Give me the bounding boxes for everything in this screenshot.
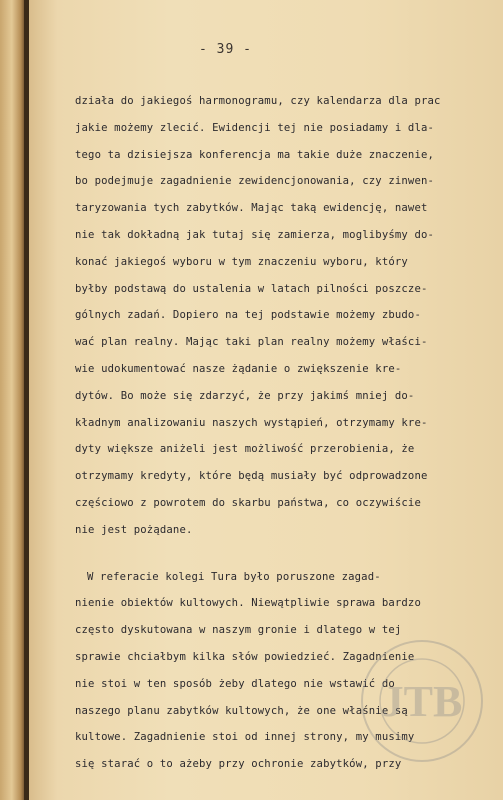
text-line: działa do jakiegoś harmonogramu, czy kalendarza dla prac [75, 95, 441, 107]
text-line: wie udokumentować nasze żądanie o zwiększenie kre- [75, 362, 402, 375]
page-number: - 39 - [199, 42, 252, 57]
text-line: nie tak dokładną jak tutaj się zamierza, moglibyśmy do- [75, 228, 435, 241]
text-line: częściowo z powrotem do skarbu państwa, co oczywiście [75, 496, 421, 509]
text-line: gólnych zadań. Dopiero na tej podstawie możemy zbudo- [75, 309, 421, 322]
document-page [29, 0, 503, 800]
text-line: bo podejmuje zagadnienie zewidencjonowania, czy zinwen- [75, 175, 435, 188]
paragraph-1 [75, 88, 480, 544]
text-line: sprawie chciałbym kilka słów powiedzieć. Zagadnienie [75, 650, 415, 663]
text-line: wać plan realny. Mając taki plan realny możemy właści- [75, 336, 428, 349]
text-line: jakie możemy zlecić. Ewidencji tej nie posiadamy i dla- [75, 121, 435, 134]
text-line: byłby podstawą do ustalenia w latach pilności poszcze- [75, 282, 428, 295]
text-line: konać jakiegoś wyboru w tym znaczeniu wyboru, który [75, 255, 408, 268]
text-line: kładnym analizowaniu naszych wystąpień, otrzymamy kre- [75, 416, 428, 429]
text-line: się starać o to ażeby przy ochronie zabytków, przy [75, 758, 402, 771]
text-line: często dyskutowana w naszym gronie i dlatego w tej [75, 624, 402, 637]
archive-stamp [347, 636, 497, 766]
text-line: nienie obiektów kultowych. Niewątpliwie sprawa bardzo [75, 597, 421, 610]
paragraph-gap [75, 544, 480, 564]
text-line: kultowe. Zagadnienie stoi od innej strony, my musimy [75, 731, 415, 744]
text-line: tego ta dzisiejsza konferencja ma takie duże znaczenie, [75, 148, 435, 161]
stamp-monogram: JTB [381, 677, 463, 726]
text-line: taryzowania tych zabytków. Mając taką ewidencję, nawet [75, 202, 428, 215]
text-line: nie stoi w ten sposób żeby dlatego nie wstawić do [75, 677, 395, 690]
text-line: naszego planu zabytków kultowych, że one właśnie są [75, 704, 408, 717]
text-line: otrzymamy kredyty, które będą musiały być odprowadzone [75, 470, 428, 483]
text-line: dyty większe aniżeli jest możliwość przerobienia, że [75, 443, 415, 456]
book-spine [0, 0, 26, 800]
text-line: W referacie kolegi Tura było poruszone zagad- [87, 570, 381, 583]
text-line: nie jest pożądane. [75, 523, 193, 536]
text-line: dytów. Bo może się zdarzyć, że przy jakimś mniej do- [75, 389, 415, 402]
